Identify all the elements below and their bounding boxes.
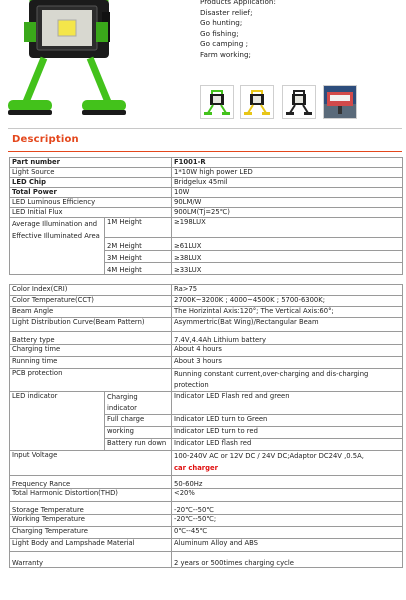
table-row <box>10 188 403 198</box>
height-label: 4M Height <box>105 263 172 275</box>
spec-value-cell <box>172 451 403 476</box>
spec-value: Indicator LED flash red <box>172 439 403 451</box>
spec-label: Input Voltage <box>10 451 172 476</box>
spec-value: 90LM/W <box>172 198 403 208</box>
spec-label: Battery type <box>10 332 172 345</box>
table-row <box>10 218 403 238</box>
table-row <box>10 357 403 369</box>
spec-label: Frequency Rance <box>10 476 172 489</box>
spec-label: LED Initial Flux <box>10 208 172 218</box>
spec-value: <20% <box>172 489 403 502</box>
divider <box>8 128 402 129</box>
table-row <box>10 527 403 539</box>
spec-label: Working Temperature <box>10 515 172 527</box>
thumbnail-green[interactable] <box>200 85 234 119</box>
apps-item: Farm working; <box>200 49 251 59</box>
apps-item: Disaster relief; <box>200 7 253 17</box>
table-row <box>10 198 403 208</box>
spec-table <box>9 157 403 568</box>
spec-label: Total Harmonic Distortion(THD) <box>10 489 172 502</box>
spec-value: The Horizintal Axis:120°; The Vertical Axis:60°; <box>172 307 403 318</box>
table-row <box>10 489 403 502</box>
indicator-state: Charging indicator <box>105 392 172 415</box>
spec-value: Running constant current,over-charging and dis-charging protection <box>172 369 403 392</box>
height-label: 1M Height <box>105 218 172 238</box>
spec-value: Bridgelux 45mil <box>172 178 403 188</box>
table-row <box>10 552 403 568</box>
spec-label: Beam Angle <box>10 307 172 318</box>
spec-value: 10W <box>172 188 403 198</box>
spec-label: Light Source <box>10 168 172 178</box>
table-row <box>10 178 403 188</box>
car-charger-note: car charger <box>174 463 218 472</box>
spec-value: 2700K~3200K ; 4000~4500K ; 5700-6300K; <box>172 296 403 307</box>
spec-label: Light Distribution Curve(Beam Pattern) <box>10 318 172 332</box>
spec-value: Aluminum Alloy and ABS <box>172 539 403 552</box>
spec-label: Light Body and Lampshade Material <box>10 539 172 552</box>
table-row <box>10 158 403 168</box>
spec-value: 900LM(Tj=25℃) <box>172 208 403 218</box>
table-row <box>10 168 403 178</box>
spec-label: Color Temperature(CCT) <box>10 296 172 307</box>
thumbnail-black[interactable] <box>282 85 316 119</box>
product-header <box>0 0 406 128</box>
table-row <box>10 307 403 318</box>
spec-label: Warranty <box>10 552 172 568</box>
products-application <box>200 0 276 61</box>
height-label: 3M Height <box>105 251 172 263</box>
spec-value: F1001-R <box>172 158 403 168</box>
spec-value: Indicator LED turn to Green <box>172 415 403 427</box>
spec-value: 50-60Hz <box>172 476 403 489</box>
spec-value: ≥38LUX <box>172 251 403 263</box>
spec-label: Charging time <box>10 345 172 357</box>
apps-item: Go camping ; <box>200 39 248 49</box>
spec-label: Running time <box>10 357 172 369</box>
spec-value: 0℃--45℃ <box>172 527 403 539</box>
spec-value: ≥198LUX <box>172 218 403 238</box>
spec-label: Color Index(CRI) <box>10 285 172 296</box>
spec-value: Indicator LED turn to red <box>172 427 403 439</box>
spec-value: ≥33LUX <box>172 263 403 275</box>
spec-label: LED Luminous Efficiency <box>10 198 172 208</box>
spec-value: About 4 hours <box>172 345 403 357</box>
table-row <box>10 476 403 489</box>
height-label: 2M Height <box>105 238 172 251</box>
table-row <box>10 515 403 527</box>
table-row <box>10 369 403 392</box>
spec-label: Average Illumination and Effective Illuminated Area <box>10 218 105 275</box>
thumbnail-in-use[interactable] <box>323 85 357 119</box>
spec-value: 2 years or 500times charging cycle <box>172 552 403 568</box>
table-row <box>10 451 403 476</box>
description-heading: Description <box>12 134 79 145</box>
table-row <box>10 275 403 285</box>
spec-value: Indicator LED Flash red and green <box>172 392 403 415</box>
indicator-state: Battery run down <box>105 439 172 451</box>
apps-title: Products Application: <box>200 0 276 6</box>
table-row <box>10 296 403 307</box>
spec-label: Part number <box>10 158 172 168</box>
spec-value: Asymmertric(Bat Wing)/Rectangular Beam <box>172 318 403 332</box>
spec-value: 100-240V AC or 12V DC / 24V DC;Adaptor DC24V ,0.5A, <box>174 452 364 460</box>
spec-value: -20℃--50℃; <box>172 515 403 527</box>
spec-value: 7.4V,4.4Ah Lithium battery <box>172 332 403 345</box>
thumbnail-yellow[interactable] <box>240 85 274 119</box>
table-row <box>10 392 403 415</box>
spec-value: 1*10W high power LED <box>172 168 403 178</box>
indicator-state: working <box>105 427 172 439</box>
table-row <box>10 345 403 357</box>
spec-label: Storage Temperature <box>10 502 172 515</box>
spec-value: Ra>75 <box>172 285 403 296</box>
spec-value: About 3 hours <box>172 357 403 369</box>
apps-item: Go fishing; <box>200 28 239 38</box>
spec-label: LED Chip <box>10 178 172 188</box>
table-row <box>10 318 403 332</box>
spec-label: Charging Temperature <box>10 527 172 539</box>
table-row <box>10 332 403 345</box>
spec-value: ≥61LUX <box>172 238 403 251</box>
spec-label: LED indicator <box>10 392 105 451</box>
description-underline <box>8 151 402 152</box>
indicator-state: Full charge <box>105 415 172 427</box>
spec-label: PCB protection <box>10 369 172 392</box>
spec-value: -20℃--50℃ <box>172 502 403 515</box>
table-row <box>10 502 403 515</box>
table-row <box>10 208 403 218</box>
spec-label: Total Power <box>10 188 172 198</box>
table-row <box>10 285 403 296</box>
floodlight-product-image <box>4 0 134 120</box>
table-row <box>10 539 403 552</box>
apps-item: Go hunting; <box>200 18 243 28</box>
